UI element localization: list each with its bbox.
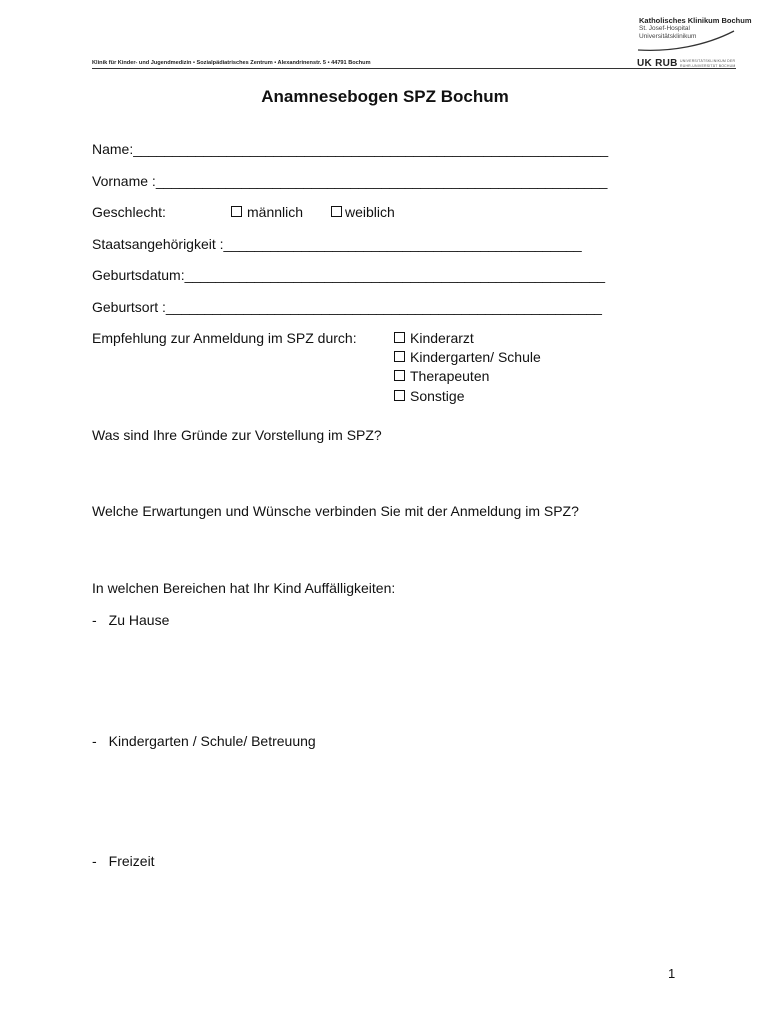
name-label: Name:: [92, 141, 134, 157]
geschlecht-label: Geschlecht:: [92, 204, 166, 220]
area-bullet: -: [92, 733, 97, 749]
document-title: Anamnesebogen SPZ Bochum: [261, 87, 509, 106]
area-item-freizeit: [92, 853, 155, 870]
ukrub-logo-text-2: RUHR-UNIVERSITÄT BOCHUM: [680, 64, 736, 68]
option-label: Therapeuten: [410, 368, 490, 384]
area-bullet: -: [92, 853, 97, 869]
geburtsdatum-label: Geburtsdatum:: [92, 267, 185, 283]
option-label: männlich: [247, 204, 304, 220]
checkbox-kindergarten-schule[interactable]: [394, 349, 541, 366]
checkbox-icon: [231, 206, 242, 217]
geburtsdatum-row: [92, 267, 605, 284]
checkbox-sonstige[interactable]: [394, 388, 464, 405]
option-label: Kinderarzt: [410, 330, 474, 346]
geburtsort-row: [92, 299, 602, 316]
header-divider: [92, 68, 736, 69]
hospital-logo-subtitle-2: Universitätsklinikum: [639, 33, 697, 40]
question-gruende: Was sind Ihre Gründe zur Vorstellung im SPZ?: [92, 427, 382, 443]
empfehlung-label: Empfehlung zur Anmeldung im SPZ durch:: [92, 330, 357, 346]
staatsangehoerigkeit-row: [92, 236, 582, 253]
checkbox-icon: [394, 351, 405, 362]
option-label: Kindergarten/ Schule: [410, 349, 541, 365]
checkbox-icon: [331, 206, 342, 217]
geburtsort-label: Geburtsort :: [92, 299, 166, 315]
checkbox-icon: [394, 370, 405, 381]
logo-swoosh-icon: [630, 28, 740, 54]
ukrub-logo-text: UNIVERSITÄTSKLINIKUM DER: [680, 59, 736, 63]
vorname-label: Vorname :: [92, 173, 156, 189]
hospital-logo-subtitle: St. Josef-Hospital: [639, 25, 690, 32]
vorname-row: [92, 173, 607, 190]
option-label: weiblich: [345, 204, 395, 220]
name-row: [92, 141, 608, 158]
clinic-address-line: Klinik für Kinder- und Jugendmedizin • Sozialpädiatrisches Zentrum • Alexandrinenstr. 5 • 44791 Bochum: [92, 60, 371, 66]
hospital-logo-title: Katholisches Klinikum Bochum: [639, 16, 752, 25]
geburtsdatum-field[interactable]: ______________________________________________________: [184, 267, 606, 283]
area-label: Freizeit: [108, 853, 155, 869]
staatsangehoerigkeit-field[interactable]: ______________________________________________: [223, 236, 582, 252]
area-item-kindergarten: [92, 733, 316, 750]
checkbox-icon: [394, 332, 405, 343]
option-label: Sonstige: [410, 388, 465, 404]
checkbox-icon: [394, 390, 405, 401]
checkbox-maennlich[interactable]: [231, 204, 303, 221]
ukrub-logo: UK RUB: [637, 58, 678, 69]
area-label: Kindergarten / Schule/ Betreuung: [108, 733, 316, 749]
geburtsort-field[interactable]: ________________________________________________________: [165, 299, 602, 315]
page-number: 1: [668, 966, 676, 981]
name-field[interactable]: _____________________________________________________________: [133, 141, 609, 157]
question-erwartungen: Welche Erwartungen und Wünsche verbinden Sie mit der Anmeldung im SPZ?: [92, 503, 579, 519]
checkbox-weiblich[interactable]: [331, 204, 395, 221]
checkbox-therapeuten[interactable]: [394, 368, 489, 385]
question-bereiche: In welchen Bereichen hat Ihr Kind Auffälligkeiten:: [92, 580, 396, 596]
area-bullet: -: [92, 612, 97, 628]
checkbox-kinderarzt[interactable]: [394, 330, 474, 347]
vorname-field[interactable]: __________________________________________________________: [155, 173, 608, 189]
area-label: Zu Hause: [108, 612, 170, 628]
staatsangehoerigkeit-label: Staatsangehörigkeit :: [92, 236, 224, 252]
area-item-zu-hause: [92, 612, 169, 629]
